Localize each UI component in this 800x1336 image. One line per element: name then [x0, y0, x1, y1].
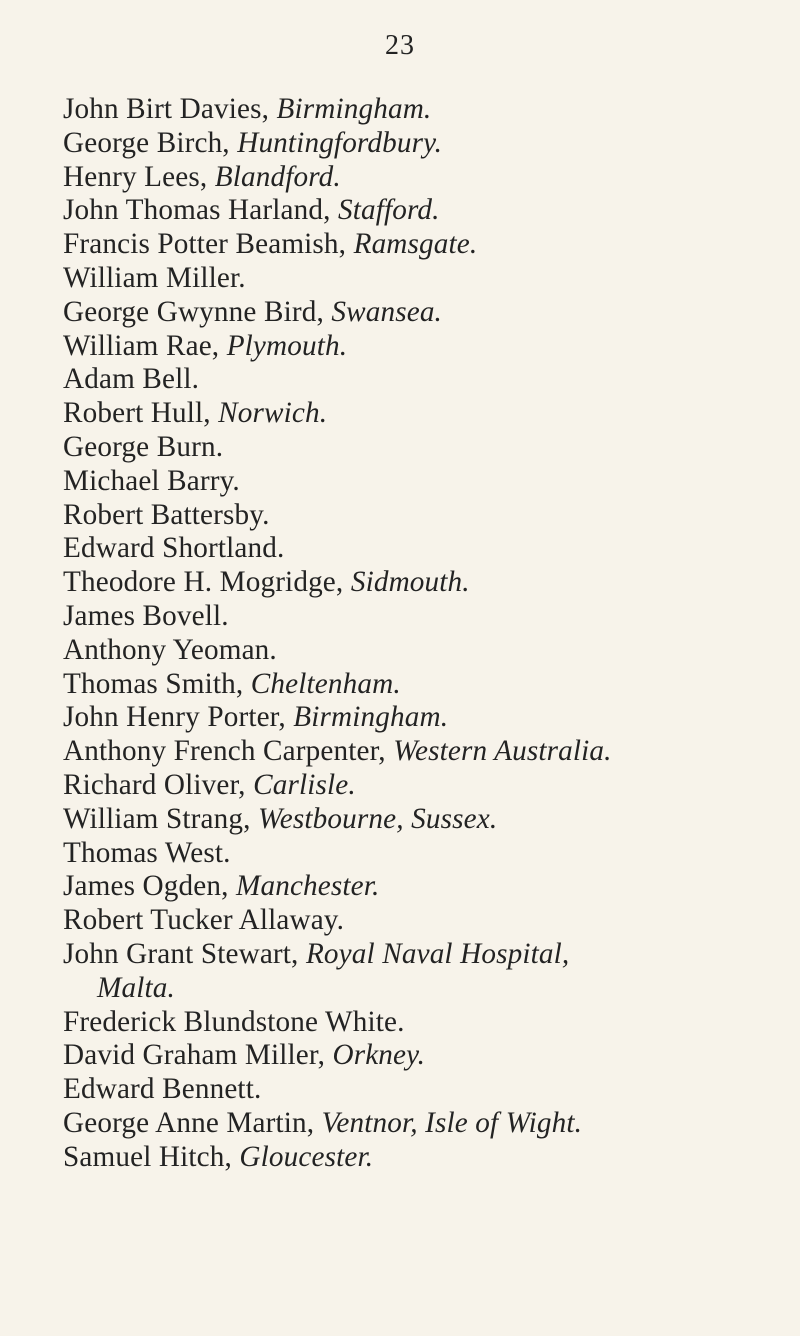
entry-name: John Henry Porter, — [63, 701, 286, 734]
entry-name: Samuel Hitch, — [63, 1140, 232, 1173]
list-item — [63, 735, 783, 769]
entry-name: John Thomas Harland, — [63, 194, 331, 227]
entry-name: Thomas West. — [63, 836, 231, 869]
entry-place: Western Australia. — [385, 735, 612, 768]
entry-place: Swansea. — [323, 295, 443, 328]
list-item — [63, 532, 783, 566]
list-item — [63, 634, 783, 668]
entry-name: William Strang, — [63, 802, 251, 835]
list-item — [63, 161, 783, 195]
list-item — [63, 296, 783, 330]
page-number: 23 — [385, 30, 415, 61]
entry-place: Westbourne, Sussex. — [250, 802, 498, 835]
entry-name: George Burn. — [63, 430, 224, 463]
entry-name: David Graham Miller, — [63, 1039, 326, 1072]
entry-name: Robert Hull, — [63, 397, 211, 430]
entry-name: Richard Oliver, — [63, 768, 246, 801]
entry-name: Robert Battersby. — [63, 498, 270, 531]
entry-place: Huntingfordbury. — [229, 126, 443, 159]
entry-place: Ramsgate. — [346, 228, 478, 261]
entry-place: Norwich. — [210, 397, 328, 430]
list-item — [63, 837, 783, 871]
list-item-continuation — [63, 972, 783, 1006]
list-item — [63, 465, 783, 499]
entry-name: Francis Potter Beamish, — [63, 228, 347, 261]
entry-place: Plymouth. — [219, 329, 348, 362]
entry-name: Anthony Yeoman. — [63, 633, 277, 666]
entry-name: Edward Shortland. — [63, 532, 285, 565]
entry-name: Anthony French Carpenter, — [63, 735, 386, 768]
entry-name: Robert Tucker Allaway. — [63, 904, 345, 937]
list-item — [63, 701, 783, 735]
list-item — [63, 194, 783, 228]
list-item — [63, 1073, 783, 1107]
list-item — [63, 127, 783, 161]
entry-name: William Rae, — [63, 329, 220, 362]
entry-place: Birmingham. — [269, 93, 432, 125]
list-item — [63, 1107, 783, 1141]
list-item — [63, 566, 783, 600]
entry-name: Thomas Smith, — [63, 667, 244, 700]
list-item — [63, 363, 783, 397]
entry-place: Gloucester. — [231, 1140, 374, 1173]
list-item — [63, 1039, 783, 1073]
list-item — [63, 228, 783, 262]
list-item — [63, 904, 783, 938]
entry-name: James Ogden, — [63, 870, 229, 903]
entry-place: Birmingham. — [285, 701, 449, 734]
list-item — [63, 600, 783, 634]
entry-name: Edward Bennett. — [63, 1073, 262, 1106]
list-item — [63, 803, 783, 837]
entry-place: Orkney. — [325, 1039, 426, 1072]
list-item — [63, 870, 783, 904]
entry-place: Blandford. — [207, 160, 341, 193]
list-item — [63, 1141, 783, 1175]
entry-name: George Birch, — [63, 126, 230, 159]
entry-name: Frederick Blundstone White. — [63, 1005, 405, 1038]
list-item — [63, 938, 783, 972]
list-item — [63, 1006, 783, 1040]
entry-name: Henry Lees, — [63, 160, 208, 193]
entry-place: Cheltenham. — [243, 667, 401, 700]
list-item — [63, 262, 783, 296]
list-item — [63, 330, 783, 364]
list-item — [63, 397, 783, 431]
entry-place: Carlisle. — [245, 768, 356, 801]
entry-name: Adam Bell. — [63, 363, 200, 396]
entry-name: John Birt Davies, — [63, 93, 270, 125]
list-item — [63, 769, 783, 803]
entry-name: Michael Barry. — [63, 464, 240, 497]
entry-name: John Grant Stewart, — [63, 937, 299, 970]
entry-name: George Gwynne Bird, — [63, 295, 324, 328]
list-item — [63, 431, 783, 465]
entry-place: Ventnor, Isle of Wight. — [314, 1106, 583, 1139]
entry-place: Sidmouth. — [343, 566, 470, 599]
list-item — [63, 499, 783, 533]
entry-name: Theodore H. Mogridge, — [63, 566, 344, 599]
name-list — [63, 93, 783, 1175]
entry-place: Stafford. — [330, 194, 440, 227]
entry-name: James Bovell. — [63, 599, 229, 632]
list-item — [63, 668, 783, 702]
entry-place: Royal Naval Hospital, — [298, 937, 570, 970]
list-item — [63, 93, 783, 127]
entry-name: William Miller. — [63, 261, 246, 294]
entry-place: Manchester. — [228, 870, 380, 903]
entry-place: Malta. — [97, 971, 175, 1004]
entry-name: George Anne Martin, — [63, 1106, 315, 1139]
